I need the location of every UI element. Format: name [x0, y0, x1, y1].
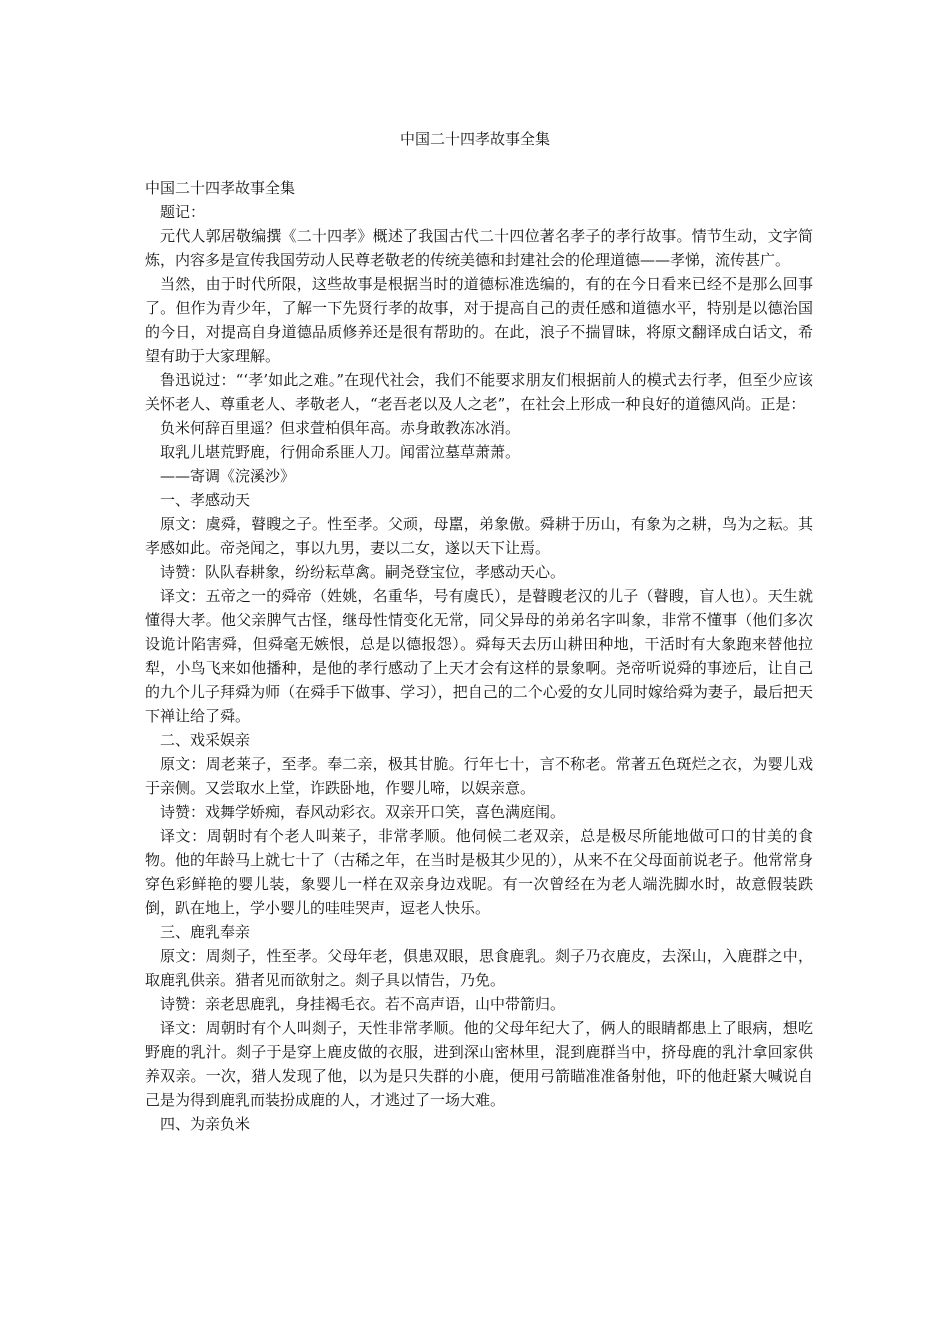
page-title: 中国二十四孝故事全集: [399, 130, 550, 148]
story-title: 四、为亲负米: [160, 1115, 251, 1133]
document-heading: 中国二十四孝故事全集: [145, 179, 296, 197]
story-title: 二、戏采娱亲: [160, 731, 251, 749]
story-original: 原文：虞舜，瞽瞍之子。性至孝。父顽，母嚚，弟象傲。舜耕于历山，有象为之耕，鸟为之耘。其孝感如此。帝尧闻之，事以九男，妻以二女，遂以天下让焉。: [145, 515, 813, 557]
story-translation: 译文：周朝时有个老人叫莱子，非常孝顺。他伺候二老双亲，总是极尽所能地做可口的甘美的食物。他的年龄马上就七十了（古稀之年，在当时是极其少见的），从来不在父母面前说老子。他常常身穿色彩鲜艳的婴儿装，象婴儿一样在双亲身边戏昵。有一次曾经在为老人端洗脚水时，故意假装跌倒，趴在地上，学小婴儿的哇哇哭声，逗老人快乐。: [145, 827, 813, 917]
poem-attribution: ——寄调《浣溪沙》: [160, 467, 296, 485]
preface-label: 题记：: [160, 203, 206, 221]
story-original: 原文：周老莱子，至孝。奉二亲，极其甘脆。行年七十，言不称老。常著五色斑烂之衣，为婴儿戏于亲侧。又尝取水上堂，诈跌卧地，作婴儿啼，以娱亲意。: [145, 755, 813, 797]
intro-paragraph: 鲁迅说过：“‘孝’如此之难。”在现代社会，我们不能要求朋友们根据前人的模式去行孝，但至少应该关怀老人、尊重老人、孝敬老人，“老吾老以及人之老”，在社会上形成一种良好的道德风尚。正是：: [145, 371, 813, 413]
story-poem: 诗赞：戏舞学娇痴，春风动彩衣。双亲开口笑，喜色满庭闱。: [160, 803, 566, 821]
story-translation: 译文：周朝时有个人叫剡子，天性非常孝顺。他的父母年纪大了，俩人的眼睛都患上了眼病，想吃野鹿的乳汁。剡子于是穿上鹿皮做的衣服，进到深山密林里，混到鹿群当中，挤母鹿的乳汁拿回家供养双亲。一次，猎人发现了他，以为是只失群的小鹿，便用弓箭瞄准准备射他，吓的他赶紧大喊说自己是为得到鹿乳而装扮成鹿的人，才逃过了一场大难。: [145, 1019, 813, 1109]
poem-line: 负米何辞百里遥？但求萱柏俱年高。赤身敢教冻冰消。: [160, 419, 521, 437]
intro-paragraph: 元代人郭居敬编撰《二十四孝》概述了我国古代二十四位著名孝子的孝行故事。情节生动，文字简炼，内容多是宣传我国劳动人民尊老敬老的传统美德和封建社会的伦理道德——孝悌，流传甚广。: [145, 227, 813, 269]
story-poem: 诗赞：队队春耕象，纷纷耘草禽。嗣尧登宝位，孝感动天心。: [160, 563, 566, 581]
story-title: 三、鹿乳奉亲: [160, 923, 251, 941]
poem-line: 取乳儿堪荒野鹿，行佣命系匪人刀。闻雷泣墓草萧萧。: [160, 443, 521, 461]
story-original: 原文：周剡子，性至孝。父母年老，俱患双眼，思食鹿乳。剡子乃衣鹿皮，去深山，入鹿群之中，取鹿乳供亲。猎者见而欲射之。剡子具以情告，乃免。: [145, 947, 813, 989]
story-poem: 诗赞：亲老思鹿乳，身挂褐毛衣。若不高声语，山中带箭归。: [160, 995, 566, 1013]
story-translation: 译文：五帝之一的舜帝（姓姚，名重华，号有虞氏），是瞽瞍老汉的儿子（瞽瞍，盲人也）。天生就懂得大孝。他父亲脾气古怪，继母性情变化无常，同父异母的弟弟名字叫象，非常不懂事（他们多次设诡计陷害舜，但舜毫无嫉恨，总是以德报怨）。舜每天去历山耕田种地，干活时有大象跑来替他拉犁，小鸟飞来如他播种，是他的孝行感动了上天才会有这样的景象啊。尧帝听说舜的事迹后，让自己的九个儿子拜舜为师（在舜手下做事、学习），把自己的二个心爱的女儿同时嫁给舜为妻子，最后把天下禅让给了舜。: [145, 587, 813, 725]
document-body: [145, 176, 813, 1136]
story-title: 一、孝感动天: [160, 491, 251, 509]
intro-paragraph: 当然，由于时代所限，这些故事是根据当时的道德标准选编的，有的在今日看来已经不是那么回事了。但作为青少年，了解一下先贤行孝的故事，对于提高自己的责任感和道德水平，特别是以德治国的今日，对提高自身道德品质修养还是很有帮助的。在此，浪子不揣冒昧，将原文翻译成白话文，希望有助于大家理解。: [145, 275, 813, 365]
